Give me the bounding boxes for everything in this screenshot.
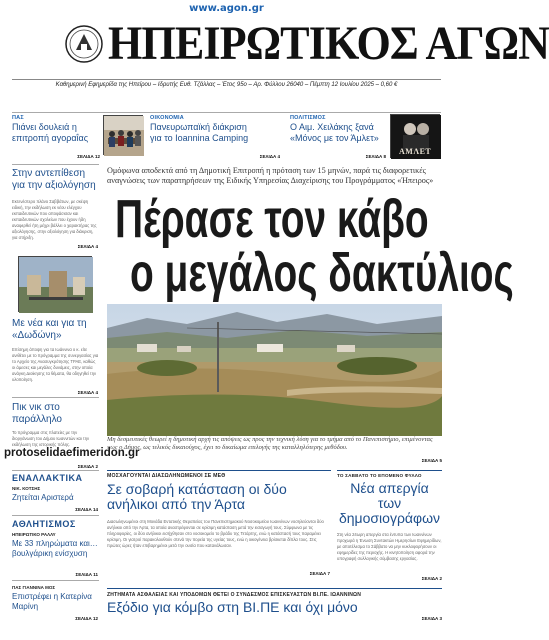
- teaser-bar-divider: [12, 112, 441, 113]
- left-story-page: ΣΕΛΙΔΑ 4: [77, 390, 98, 395]
- section-title: ΕΝΑΛΛΑΚΤΙΚΑ: [12, 473, 83, 483]
- section-strap: ΗΠΕΙΡΩΤΙΚΟ ΡΑΛΛΥ: [12, 532, 56, 537]
- main-story-page: ΣΕΛΙΔΑ 5: [421, 458, 442, 463]
- left-story-head: Στην αντεπίθεση για την αξιολόγηση: [12, 168, 96, 191]
- left-story-head: Πικ νικ στο παράλληλο: [12, 402, 62, 425]
- teaser-page: ΣΕΛΙΔΑ 4: [259, 154, 280, 159]
- left-story-body: Εκτενέστερο πλάνο Σαββάτων, με σκέψη ειδική, την εκδήλωση εκ νέου ελέγχου εκπαιδευτικών που αποφάσισαν και εκπαιδευτικών σχολείων που έχουν ήδη αναφερθεί ήτη μέχρι βάλλει ο χαρακτήρας της αξιολόγησης, στην αξιολόγηση για διάκριση, για στήριξη.: [12, 199, 97, 240]
- center-block-page: ΣΕΛΙΔΑ 7: [309, 571, 330, 576]
- teaser-text: Πιάνει δουλειά η επιτροπή αγοραΐας: [12, 122, 89, 143]
- main-story-intro: Ομόφωνα αποδεκτά από τη Δημοτική Επιτροπή η πρόταση των 15 μηνών, παρά τις διαφορετικές αναγνώσεις των παρατηρήσεων της Ειδικής Υπηρεσίας Διαχείρισης του Προγράμματος «Ήπειρος»: [107, 166, 434, 185]
- section-title: ΑΘΛΗΤΙΣΜΟΣ: [12, 519, 76, 529]
- section-head: Με 33 πληρώματα και… βουλγάρικη ενίσχυση: [12, 539, 98, 558]
- section-sports[interactable]: [12, 519, 99, 558]
- bottom-strip-strap: ΖΗΤΗΜΑΤΑ ΑΣΦΑΛΕΙΑΣ ΚΑΙ ΥΠΟΔΟΜΩΝ ΘΕΤΕΙ Ο ΣΥΝΔΕΣΜΟΣ ΕΠΙΣΚΕΥΑΣΤΩΝ ΒΙ.ΠΕ. ΙΩΑΝΝΙΝΩΝ: [107, 592, 362, 598]
- center-block-divider: [107, 470, 331, 471]
- right-block-body: Στη νέα 24ωρη απεργία στα έντυπα των Ιωαννίνων προχωρά η Ένωση Συντακτών Ημερησίων Εφημερίδων, με αποτέλεσμα το Σάββατο να μην κυκλοφορήσουν οι εφημερίδες της περιοχής. Η κινητοποίηση αφορά την υπογραφή συλλογικής σύμβασης εργασίας.: [337, 532, 442, 561]
- center-block-body: Διασωληνωμένοι στη Μονάδα Εντατικής Θεραπείας του Πανεπιστημιακού Νοσοκομείου Ιωαννίνων νοσηλεύονται δύο ανήλικοι από την Άρτα, τα οποία αναστρέφονται σε κρίσιμη κατάσταση μετά την εισαγωγή τους. Σύμφωνα με τις πληροφορίες, οι δύο ανήλικοι εισήχθησαν στο νοσοκομείο το βράδυ της Τετάρτης, ενώ η κατάστασή τους παραμένει κρίσιμη. Οι γιατροί παρακολουθούν στενά την πορεία της υγείας τους, ενώ η οικογένεια βρίσκεται δίπλα τους. Στις πρώτες ώρες ήταν επιβαρημένοι μετά την ουσία που κατανάλωσαν.: [107, 519, 324, 548]
- section-strap: ΝΙΚ. ΚΟΤΣΗΣ: [12, 486, 41, 491]
- right-block-strap: ΤΟ ΣΑΒΒΑΤΟ ΤΟ ΕΠΟΜΕΝΟ ΦΥΛΛΟ: [337, 473, 422, 478]
- left-column-divider: [12, 515, 99, 516]
- section-pas-women[interactable]: [12, 585, 99, 611]
- right-block-head: Νέα απεργία των δημοσιογράφων: [338, 480, 441, 526]
- teaser-page: ΣΕΛΙΔΑ 12: [77, 154, 100, 159]
- right-block-page: ΣΕΛΙΔΑ 2: [421, 576, 442, 581]
- watermark-text: protoselidaefimeridon.gr: [4, 447, 140, 459]
- right-block-story[interactable]: [337, 473, 442, 562]
- center-block-strap: ΜΟΣΧΑΓΟΥΝΤΑΙ ΔΙΑΣΩΛΗΝΩΜΕΝΟΙ ΣΕ ΜΕΘ: [107, 473, 226, 479]
- section-page: ΣΕΛΙΔΑ 12: [75, 616, 98, 621]
- main-headline-line2[interactable]: ο μεγάλος δακτύλιος: [130, 243, 514, 303]
- logo-emblem-icon: [64, 24, 104, 64]
- teaser-poster-hamlet: [390, 114, 440, 158]
- teaser-tag: ΟΙΚΟΝΟΜΙΑ: [150, 115, 184, 121]
- teaser-text: Πανευρωπαϊκή διάκριση για το Ioannina Camping: [150, 122, 249, 143]
- bottom-strip-page: ΣΕΛΙΔΑ 3: [421, 616, 442, 621]
- center-block-story[interactable]: [107, 473, 331, 549]
- teaser-text: Ο Αιμ. Χειλάκης ξανά «Μόνος με τον Άμλετ»: [290, 122, 379, 143]
- section-alternatives[interactable]: [12, 473, 99, 503]
- left-story-page: ΣΕΛΙΔΑ 2: [77, 464, 98, 469]
- main-headline-line1[interactable]: Πέρασε τον κάβο: [115, 189, 429, 249]
- main-story-photo: [107, 304, 442, 436]
- teaser-tag: ΠΟΛΙΤΙΣΜΟΣ: [290, 115, 326, 121]
- left-column-divider: [12, 397, 99, 398]
- left-story-photo: [18, 256, 92, 312]
- center-block-head: Σε σοβαρή κατάσταση οι δύο ανήλικοι από την Άρτα: [107, 481, 287, 512]
- paper-title: ΗΠΕΙΡΩΤΙΚΟΣ ΑΓΩΝ: [108, 17, 549, 70]
- teaser-page: ΣΕΛΙΔΑ 8: [365, 154, 386, 159]
- section-head: Ζητείται Αριστερά: [12, 493, 74, 502]
- section-page: ΣΕΛΙΔΑ 14: [75, 507, 98, 512]
- section-page: ΣΕΛΙΔΑ 11: [75, 572, 98, 577]
- bottom-strip-head: Εξόδιο για κόμβο στη ΒΙ.ΠΕ και όχι μόνο: [107, 599, 358, 615]
- section-head: Επιστρέφει η Κατερίνα Μαρίνη: [12, 592, 92, 611]
- left-story-head: Με νέα και για τη «Δωδώνη»: [12, 318, 87, 341]
- left-story-evaluation[interactable]: [12, 168, 99, 241]
- left-story-picnic[interactable]: [12, 402, 99, 448]
- masthead-info-line: Καθημερινή Εφημερίδα της Ηπείρου – Ιδρυτής Ευθ. Τζάλλας – Έτος 95ο – Αρ. Φύλλου 26040 – Πέμπτη 12 Ιουλίου 2025 – 0,60 €: [12, 79, 441, 91]
- bottom-strip-story[interactable]: [107, 588, 442, 628]
- left-story-body: Το πρόγραμμα στις πλατείες με την διοργάνωση του Δήμου Ιωαννιτών και την εκδήλωση της ιστορικής πόλης.: [12, 430, 90, 447]
- site-url[interactable]: www.agon.gr: [189, 3, 264, 14]
- teaser-tag: ΠΑΣ: [12, 115, 24, 121]
- left-story-page: ΣΕΛΙΔΑ 4: [77, 244, 98, 249]
- left-column-divider: [12, 580, 99, 581]
- main-story-caption: Μη δεσμευτικές θεωρεί η δημοτική αρχή τις απόψεις ως προς την τεχνική λύση για το τμήμα από το Πανεπιστήμιο, επιμένοντας πως ο Δήμος, ως τελικός δικαιούχος, έχει το δικαίωμα επιλογής της καταλληλότερης μεθόδου.: [107, 436, 433, 451]
- teaser-photo-meeting: [103, 115, 143, 155]
- left-story-body: Επίσημη άποψη για τα Ιωάννινα ο κ. είτε ανιθέτει με το πρόγραμμα της συνεργασίας για το Αρχείο της Ανασυγκρότησης ΤΡΑΕ, καθώς οι άμεσες και μεγάλες δυνάμεις, στην οποία ανάγκη Διοίκησης τα θέματα, θα οδηγηθεί την υλοποίηση.: [12, 347, 99, 382]
- poster-title: ΑΜΛΕΤ: [399, 147, 432, 156]
- left-column-divider: [12, 470, 99, 471]
- left-story-dodoni[interactable]: [12, 318, 99, 383]
- section-strap: ΠΑΣ ΓΙΑΝΝΙΝΑ ΜΟΣ: [12, 585, 56, 590]
- left-column-divider: [12, 164, 99, 165]
- right-block-divider: [337, 470, 442, 471]
